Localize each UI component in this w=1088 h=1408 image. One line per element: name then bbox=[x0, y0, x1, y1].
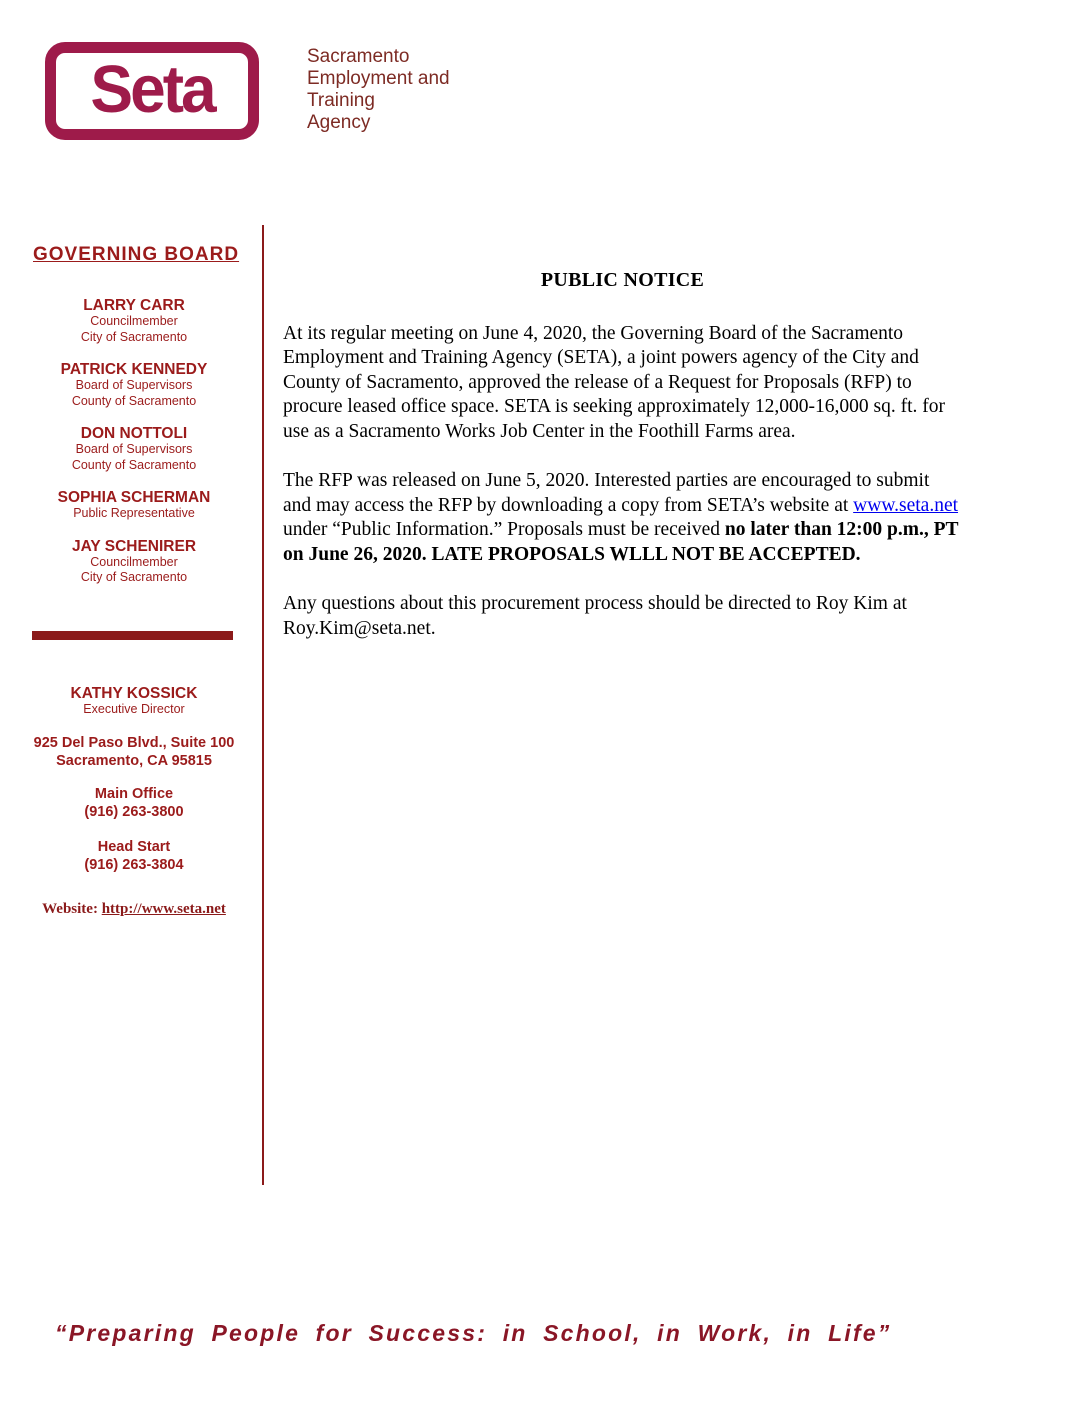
governing-board-title: GOVERNING BOARD bbox=[33, 244, 240, 265]
address-line: Sacramento, CA 95815 bbox=[56, 752, 212, 769]
p2-deadline-bold: no later than 12:00 p.m., PT on June 26, 2020. LATE PROPOSALS WLLL NOT BE ACCEPTED. bbox=[283, 519, 959, 565]
main-office-contact bbox=[20, 786, 248, 821]
member-role: City of Sacramento bbox=[80, 570, 188, 584]
contact-phone: (916) 263-3800 bbox=[84, 803, 184, 820]
footer-tagline: “Preparing People for Success: in School, in Work, in Life” bbox=[55, 1320, 892, 1346]
board-member bbox=[20, 538, 248, 586]
contact-phone: (916) 263-3804 bbox=[84, 856, 184, 873]
member-role: County of Sacramento bbox=[71, 457, 197, 472]
agency-name-line: Training bbox=[307, 90, 375, 111]
website-line bbox=[20, 901, 248, 918]
member-role: Councilmember bbox=[90, 554, 178, 569]
board-member bbox=[20, 489, 248, 522]
agency-name-line: Sacramento bbox=[307, 46, 410, 67]
vertical-divider bbox=[262, 225, 264, 1185]
member-name: SOPHIA SCHERMAN bbox=[57, 489, 211, 506]
director-title: Executive Director bbox=[83, 702, 185, 716]
website-label: Website: bbox=[42, 901, 102, 917]
agency-name-line: Agency bbox=[307, 112, 371, 133]
member-name: LARRY CARR bbox=[83, 297, 185, 314]
paragraph-questions: Any questions about this procurement process should be directed to Roy Kim at Roy.Kim@seta.net. bbox=[283, 593, 907, 639]
agency-address bbox=[10, 735, 258, 770]
director-name: KATHY KOSSICK bbox=[70, 685, 198, 702]
head-start-contact bbox=[20, 839, 248, 874]
board-member bbox=[20, 361, 248, 409]
member-name: DON NOTTOLI bbox=[80, 425, 188, 442]
paragraph-rfp-approval: At its regular meeting on June 4, 2020, the Governing Board of the Sacramento Employment and Training Agency (SETA), a joint powers agency of the City and County of Sacramento, approved the release of a Request for Proposals (RFP) to procure leased office space. SETA is seeking approximately 12,000-16,000 sq. ft. for use as a Sacramento Works Job Center in the Foothill Farms area. bbox=[283, 322, 945, 442]
executive-director-block bbox=[20, 685, 248, 718]
member-name: PATRICK KENNEDY bbox=[60, 361, 208, 378]
member-role: Councilmember bbox=[90, 314, 178, 328]
paragraph-rfp-release bbox=[283, 469, 962, 567]
p2-text-after-link: under “Public Information.” Proposals must be received bbox=[283, 519, 725, 540]
agency-name-line: Employment and bbox=[307, 68, 450, 89]
board-member bbox=[20, 425, 248, 473]
main-content bbox=[283, 268, 962, 666]
seta-website-inline-link[interactable]: www.seta.net bbox=[853, 494, 959, 516]
board-member-list bbox=[20, 297, 248, 602]
agency-name bbox=[307, 46, 450, 134]
sidebar-divider-bar bbox=[32, 631, 233, 640]
contact-label: Main Office bbox=[94, 786, 174, 802]
member-role: Board of Supervisors bbox=[75, 378, 193, 392]
seta-logo bbox=[45, 42, 259, 140]
p2-text-before-link: The RFP was released on June 5, 2020. Interested parties are encouraged to submit and may access the RFP by downloading a copy from SETA’s website at bbox=[283, 470, 930, 516]
contact-label: Head Start bbox=[97, 839, 171, 855]
member-role: City of Sacramento bbox=[80, 329, 188, 344]
board-member bbox=[20, 297, 248, 345]
seta-logo-text: Seta bbox=[90, 51, 214, 127]
public-notice-title: PUBLIC NOTICE bbox=[540, 269, 705, 291]
member-role: Board of Supervisors bbox=[75, 442, 193, 456]
address-line: 925 Del Paso Blvd., Suite 100 bbox=[33, 735, 235, 751]
sidebar-website-link[interactable]: http://www.seta.net bbox=[101, 901, 226, 917]
member-role: County of Sacramento bbox=[71, 393, 197, 408]
member-name: JAY SCHENIRER bbox=[71, 537, 197, 555]
member-role: Public Representative bbox=[73, 506, 195, 520]
